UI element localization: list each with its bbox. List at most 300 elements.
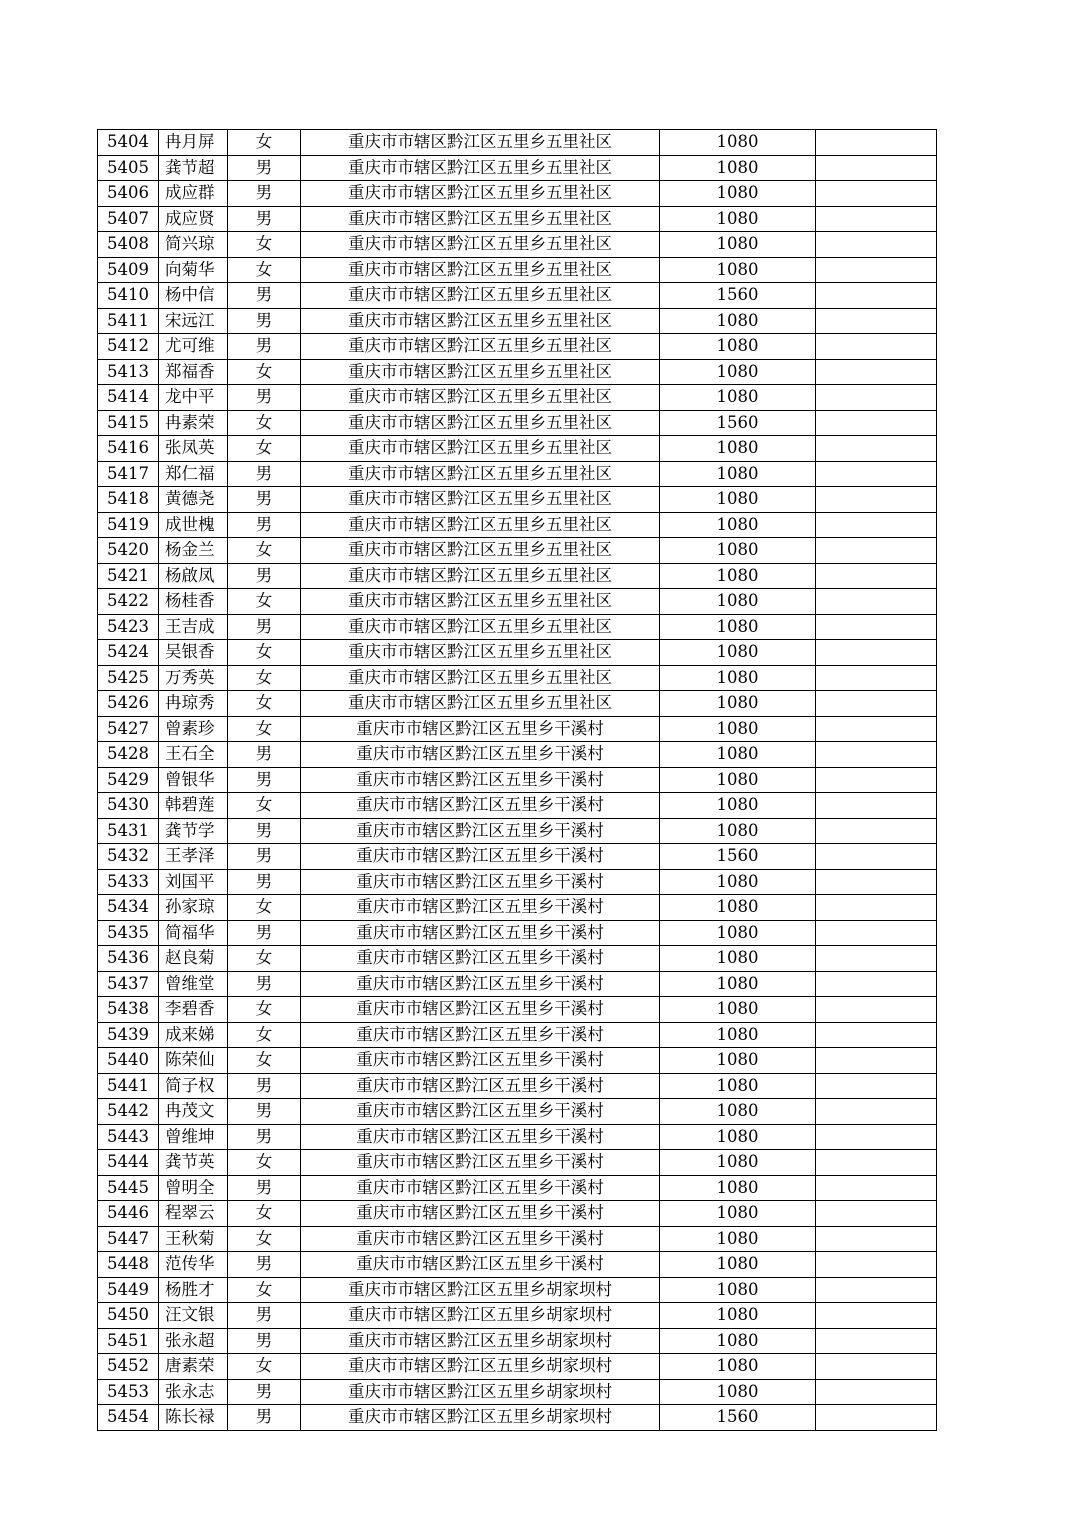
cell-note	[816, 436, 937, 462]
cell-name: 王吉成	[159, 614, 228, 640]
cell-note	[816, 1354, 937, 1380]
table-row	[98, 232, 937, 258]
cell-gender: 女	[228, 691, 301, 717]
cell-note	[816, 308, 937, 334]
cell-address: 重庆市市辖区黔江区五里乡五里社区	[301, 614, 660, 640]
cell-amount: 1080	[660, 1022, 816, 1048]
cell-gender: 男	[228, 1124, 301, 1150]
cell-id: 5441	[98, 1073, 159, 1099]
cell-id: 5408	[98, 232, 159, 258]
cell-name: 成应贤	[159, 206, 228, 232]
cell-address: 重庆市市辖区黔江区五里乡干溪村	[301, 920, 660, 946]
cell-address: 重庆市市辖区黔江区五里乡干溪村	[301, 1175, 660, 1201]
cell-note	[816, 1303, 937, 1329]
cell-address: 重庆市市辖区黔江区五里乡五里社区	[301, 155, 660, 181]
table-row	[98, 997, 937, 1023]
cell-gender: 男	[228, 283, 301, 309]
cell-name: 王孝泽	[159, 844, 228, 870]
cell-gender: 女	[228, 1277, 301, 1303]
cell-gender: 男	[228, 971, 301, 997]
cell-id: 5448	[98, 1252, 159, 1278]
cell-address: 重庆市市辖区黔江区五里乡五里社区	[301, 461, 660, 487]
cell-note	[816, 818, 937, 844]
cell-id: 5418	[98, 487, 159, 513]
cell-gender: 女	[228, 640, 301, 666]
table-row	[98, 946, 937, 972]
cell-address: 重庆市市辖区黔江区五里乡干溪村	[301, 818, 660, 844]
table-row	[98, 691, 937, 717]
cell-amount: 1080	[660, 206, 816, 232]
table-row	[98, 716, 937, 742]
cell-name: 陈长禄	[159, 1405, 228, 1431]
cell-gender: 男	[228, 461, 301, 487]
cell-amount: 1080	[660, 1150, 816, 1176]
cell-gender: 男	[228, 1252, 301, 1278]
cell-name: 成来娣	[159, 1022, 228, 1048]
cell-note	[816, 742, 937, 768]
cell-gender: 男	[228, 1328, 301, 1354]
table-row	[98, 1379, 937, 1405]
cell-amount: 1080	[660, 1201, 816, 1227]
cell-amount: 1080	[660, 563, 816, 589]
cell-address: 重庆市市辖区黔江区五里乡五里社区	[301, 487, 660, 513]
cell-name: 成世槐	[159, 512, 228, 538]
cell-amount: 1080	[660, 1175, 816, 1201]
cell-id: 5422	[98, 589, 159, 615]
cell-amount: 1080	[660, 691, 816, 717]
cell-id: 5420	[98, 538, 159, 564]
cell-gender: 女	[228, 895, 301, 921]
cell-address: 重庆市市辖区黔江区五里乡五里社区	[301, 359, 660, 385]
cell-gender: 男	[228, 1073, 301, 1099]
table-row	[98, 130, 937, 156]
cell-amount: 1080	[660, 512, 816, 538]
cell-note	[816, 614, 937, 640]
cell-amount: 1080	[660, 997, 816, 1023]
cell-name: 万秀英	[159, 665, 228, 691]
cell-amount: 1560	[660, 1405, 816, 1431]
cell-name: 向菊华	[159, 257, 228, 283]
cell-note	[816, 589, 937, 615]
table-row	[98, 206, 937, 232]
table-row	[98, 1099, 937, 1125]
cell-note	[816, 844, 937, 870]
cell-amount: 1080	[660, 1303, 816, 1329]
cell-id: 5453	[98, 1379, 159, 1405]
cell-name: 张永志	[159, 1379, 228, 1405]
table-row	[98, 1022, 937, 1048]
table-row	[98, 1252, 937, 1278]
cell-amount: 1080	[660, 640, 816, 666]
table-body	[98, 130, 937, 1431]
cell-gender: 女	[228, 130, 301, 156]
cell-amount: 1080	[660, 487, 816, 513]
cell-gender: 女	[228, 716, 301, 742]
table-row	[98, 155, 937, 181]
cell-gender: 男	[228, 155, 301, 181]
cell-amount: 1560	[660, 410, 816, 436]
cell-amount: 1080	[660, 869, 816, 895]
cell-note	[816, 359, 937, 385]
table-row	[98, 614, 937, 640]
cell-note	[816, 691, 937, 717]
cell-name: 曾维堂	[159, 971, 228, 997]
cell-address: 重庆市市辖区黔江区五里乡干溪村	[301, 767, 660, 793]
cell-address: 重庆市市辖区黔江区五里乡五里社区	[301, 232, 660, 258]
cell-amount: 1080	[660, 1277, 816, 1303]
cell-address: 重庆市市辖区黔江区五里乡干溪村	[301, 1099, 660, 1125]
cell-note	[816, 257, 937, 283]
cell-name: 宋远江	[159, 308, 228, 334]
cell-id: 5425	[98, 665, 159, 691]
cell-address: 重庆市市辖区黔江区五里乡胡家坝村	[301, 1303, 660, 1329]
cell-name: 陈荣仙	[159, 1048, 228, 1074]
cell-amount: 1080	[660, 793, 816, 819]
cell-amount: 1080	[660, 1048, 816, 1074]
table-row	[98, 410, 937, 436]
table-row	[98, 1073, 937, 1099]
cell-id: 5427	[98, 716, 159, 742]
cell-name: 程翠云	[159, 1201, 228, 1227]
cell-id: 5454	[98, 1405, 159, 1431]
cell-gender: 男	[228, 206, 301, 232]
cell-address: 重庆市市辖区黔江区五里乡干溪村	[301, 895, 660, 921]
cell-id: 5406	[98, 181, 159, 207]
cell-id: 5438	[98, 997, 159, 1023]
cell-note	[816, 1201, 937, 1227]
cell-amount: 1080	[660, 232, 816, 258]
table-row	[98, 538, 937, 564]
cell-address: 重庆市市辖区黔江区五里乡五里社区	[301, 512, 660, 538]
table-row	[98, 512, 937, 538]
cell-id: 5404	[98, 130, 159, 156]
cell-name: 冉月屏	[159, 130, 228, 156]
cell-amount: 1080	[660, 818, 816, 844]
cell-name: 杨中信	[159, 283, 228, 309]
cell-note	[816, 512, 937, 538]
cell-name: 简子权	[159, 1073, 228, 1099]
cell-address: 重庆市市辖区黔江区五里乡胡家坝村	[301, 1354, 660, 1380]
cell-name: 韩碧莲	[159, 793, 228, 819]
cell-gender: 女	[228, 1226, 301, 1252]
cell-id: 5426	[98, 691, 159, 717]
cell-id: 5430	[98, 793, 159, 819]
cell-amount: 1080	[660, 385, 816, 411]
cell-note	[816, 206, 937, 232]
cell-name: 龚节学	[159, 818, 228, 844]
cell-note	[816, 232, 937, 258]
cell-id: 5449	[98, 1277, 159, 1303]
cell-gender: 女	[228, 538, 301, 564]
cell-name: 曾银华	[159, 767, 228, 793]
cell-address: 重庆市市辖区黔江区五里乡干溪村	[301, 1252, 660, 1278]
cell-gender: 男	[228, 308, 301, 334]
cell-note	[816, 385, 937, 411]
cell-address: 重庆市市辖区黔江区五里乡干溪村	[301, 1048, 660, 1074]
cell-address: 重庆市市辖区黔江区五里乡胡家坝村	[301, 1277, 660, 1303]
cell-gender: 女	[228, 589, 301, 615]
cell-address: 重庆市市辖区黔江区五里乡五里社区	[301, 589, 660, 615]
cell-amount: 1080	[660, 895, 816, 921]
cell-name: 杨胜才	[159, 1277, 228, 1303]
cell-gender: 男	[228, 1405, 301, 1431]
cell-id: 5415	[98, 410, 159, 436]
table-row	[98, 283, 937, 309]
cell-note	[816, 283, 937, 309]
cell-gender: 男	[228, 869, 301, 895]
cell-amount: 1080	[660, 920, 816, 946]
cell-address: 重庆市市辖区黔江区五里乡五里社区	[301, 308, 660, 334]
cell-address: 重庆市市辖区黔江区五里乡胡家坝村	[301, 1328, 660, 1354]
table-row	[98, 844, 937, 870]
cell-name: 成应群	[159, 181, 228, 207]
cell-amount: 1080	[660, 971, 816, 997]
cell-name: 郑福香	[159, 359, 228, 385]
cell-address: 重庆市市辖区黔江区五里乡干溪村	[301, 971, 660, 997]
cell-address: 重庆市市辖区黔江区五里乡五里社区	[301, 206, 660, 232]
cell-gender: 男	[228, 1379, 301, 1405]
cell-amount: 1080	[660, 1226, 816, 1252]
cell-address: 重庆市市辖区黔江区五里乡干溪村	[301, 1150, 660, 1176]
cell-amount: 1080	[660, 1252, 816, 1278]
cell-name: 王石全	[159, 742, 228, 768]
cell-note	[816, 1405, 937, 1431]
cell-address: 重庆市市辖区黔江区五里乡干溪村	[301, 1226, 660, 1252]
cell-gender: 女	[228, 1048, 301, 1074]
cell-note	[816, 1226, 937, 1252]
cell-gender: 男	[228, 512, 301, 538]
subsidy-table	[97, 129, 937, 1431]
cell-gender: 男	[228, 844, 301, 870]
cell-gender: 女	[228, 410, 301, 436]
table-row	[98, 1328, 937, 1354]
cell-gender: 女	[228, 257, 301, 283]
cell-name: 曾维坤	[159, 1124, 228, 1150]
cell-id: 5452	[98, 1354, 159, 1380]
cell-address: 重庆市市辖区黔江区五里乡五里社区	[301, 410, 660, 436]
cell-note	[816, 997, 937, 1023]
table-row	[98, 461, 937, 487]
cell-name: 龙中平	[159, 385, 228, 411]
cell-gender: 男	[228, 385, 301, 411]
cell-note	[816, 538, 937, 564]
cell-name: 汪文银	[159, 1303, 228, 1329]
cell-gender: 女	[228, 359, 301, 385]
cell-name: 吴银香	[159, 640, 228, 666]
cell-id: 5450	[98, 1303, 159, 1329]
table-row	[98, 640, 937, 666]
cell-id: 5411	[98, 308, 159, 334]
cell-amount: 1080	[660, 742, 816, 768]
cell-id: 5428	[98, 742, 159, 768]
cell-note	[816, 1328, 937, 1354]
cell-name: 简福华	[159, 920, 228, 946]
cell-address: 重庆市市辖区黔江区五里乡五里社区	[301, 181, 660, 207]
cell-note	[816, 767, 937, 793]
cell-note	[816, 461, 937, 487]
cell-id: 5437	[98, 971, 159, 997]
table-row	[98, 1150, 937, 1176]
cell-gender: 女	[228, 1150, 301, 1176]
table-row	[98, 793, 937, 819]
table-row	[98, 665, 937, 691]
cell-gender: 男	[228, 1099, 301, 1125]
cell-name: 唐素荣	[159, 1354, 228, 1380]
cell-amount: 1080	[660, 130, 816, 156]
table-row	[98, 869, 937, 895]
cell-name: 龚节超	[159, 155, 228, 181]
cell-note	[816, 971, 937, 997]
cell-amount: 1080	[660, 359, 816, 385]
cell-amount: 1080	[660, 1328, 816, 1354]
cell-address: 重庆市市辖区黔江区五里乡干溪村	[301, 997, 660, 1023]
cell-amount: 1080	[660, 1073, 816, 1099]
cell-id: 5431	[98, 818, 159, 844]
cell-name: 杨桂香	[159, 589, 228, 615]
cell-note	[816, 716, 937, 742]
cell-note	[816, 130, 937, 156]
cell-note	[816, 1048, 937, 1074]
cell-amount: 1080	[660, 1099, 816, 1125]
cell-amount: 1080	[660, 589, 816, 615]
cell-note	[816, 334, 937, 360]
table-row	[98, 308, 937, 334]
table-row	[98, 920, 937, 946]
cell-note	[816, 895, 937, 921]
cell-id: 5447	[98, 1226, 159, 1252]
cell-id: 5444	[98, 1150, 159, 1176]
cell-amount: 1080	[660, 334, 816, 360]
cell-name: 曾明全	[159, 1175, 228, 1201]
cell-note	[816, 1073, 937, 1099]
cell-amount: 1560	[660, 844, 816, 870]
cell-id: 5432	[98, 844, 159, 870]
cell-address: 重庆市市辖区黔江区五里乡五里社区	[301, 436, 660, 462]
cell-id: 5416	[98, 436, 159, 462]
cell-id: 5442	[98, 1099, 159, 1125]
table-row	[98, 1201, 937, 1227]
cell-amount: 1080	[660, 181, 816, 207]
cell-id: 5424	[98, 640, 159, 666]
cell-gender: 男	[228, 181, 301, 207]
cell-address: 重庆市市辖区黔江区五里乡五里社区	[301, 257, 660, 283]
cell-address: 重庆市市辖区黔江区五里乡干溪村	[301, 742, 660, 768]
cell-address: 重庆市市辖区黔江区五里乡干溪村	[301, 1124, 660, 1150]
cell-note	[816, 181, 937, 207]
cell-amount: 1080	[660, 767, 816, 793]
cell-name: 孙家琼	[159, 895, 228, 921]
cell-gender: 女	[228, 232, 301, 258]
cell-gender: 男	[228, 487, 301, 513]
cell-note	[816, 920, 937, 946]
cell-gender: 女	[228, 665, 301, 691]
cell-name: 张凤英	[159, 436, 228, 462]
cell-note	[816, 640, 937, 666]
cell-gender: 女	[228, 1354, 301, 1380]
cell-name: 杨金兰	[159, 538, 228, 564]
table-row	[98, 334, 937, 360]
cell-id: 5439	[98, 1022, 159, 1048]
cell-address: 重庆市市辖区黔江区五里乡干溪村	[301, 716, 660, 742]
cell-gender: 男	[228, 1175, 301, 1201]
cell-note	[816, 155, 937, 181]
table-row	[98, 1354, 937, 1380]
cell-note	[816, 563, 937, 589]
cell-id: 5423	[98, 614, 159, 640]
cell-amount: 1080	[660, 461, 816, 487]
cell-name: 尤可维	[159, 334, 228, 360]
cell-address: 重庆市市辖区黔江区五里乡干溪村	[301, 869, 660, 895]
cell-gender: 女	[228, 997, 301, 1023]
cell-id: 5443	[98, 1124, 159, 1150]
table-row	[98, 1175, 937, 1201]
table-row	[98, 436, 937, 462]
cell-name: 王秋菊	[159, 1226, 228, 1252]
cell-gender: 男	[228, 818, 301, 844]
cell-gender: 男	[228, 1303, 301, 1329]
table-row	[98, 1303, 937, 1329]
cell-amount: 1080	[660, 1354, 816, 1380]
table-row	[98, 1277, 937, 1303]
cell-note	[816, 1150, 937, 1176]
cell-gender: 男	[228, 920, 301, 946]
cell-name: 冉茂文	[159, 1099, 228, 1125]
cell-address: 重庆市市辖区黔江区五里乡五里社区	[301, 385, 660, 411]
cell-name: 冉素荣	[159, 410, 228, 436]
cell-address: 重庆市市辖区黔江区五里乡五里社区	[301, 334, 660, 360]
cell-name: 冉琼秀	[159, 691, 228, 717]
cell-address: 重庆市市辖区黔江区五里乡干溪村	[301, 844, 660, 870]
cell-address: 重庆市市辖区黔江区五里乡五里社区	[301, 665, 660, 691]
cell-name: 黄德尧	[159, 487, 228, 513]
cell-name: 范传华	[159, 1252, 228, 1278]
cell-address: 重庆市市辖区黔江区五里乡五里社区	[301, 640, 660, 666]
cell-note	[816, 1175, 937, 1201]
cell-amount: 1080	[660, 716, 816, 742]
cell-name: 杨啟凤	[159, 563, 228, 589]
table-row	[98, 742, 937, 768]
cell-note	[816, 487, 937, 513]
cell-address: 重庆市市辖区黔江区五里乡五里社区	[301, 283, 660, 309]
cell-note	[816, 1124, 937, 1150]
cell-amount: 1080	[660, 1124, 816, 1150]
cell-amount: 1080	[660, 665, 816, 691]
cell-note	[816, 946, 937, 972]
cell-id: 5451	[98, 1328, 159, 1354]
cell-amount: 1080	[660, 308, 816, 334]
cell-gender: 男	[228, 767, 301, 793]
cell-amount: 1080	[660, 1379, 816, 1405]
cell-name: 张永超	[159, 1328, 228, 1354]
cell-id: 5419	[98, 512, 159, 538]
cell-amount: 1080	[660, 614, 816, 640]
cell-id: 5440	[98, 1048, 159, 1074]
cell-gender: 男	[228, 334, 301, 360]
cell-id: 5417	[98, 461, 159, 487]
cell-gender: 女	[228, 1022, 301, 1048]
cell-id: 5436	[98, 946, 159, 972]
table-row	[98, 487, 937, 513]
cell-gender: 男	[228, 563, 301, 589]
cell-address: 重庆市市辖区黔江区五里乡五里社区	[301, 691, 660, 717]
cell-amount: 1080	[660, 155, 816, 181]
table-row	[98, 1048, 937, 1074]
cell-amount: 1080	[660, 257, 816, 283]
table-row	[98, 181, 937, 207]
table-row	[98, 1124, 937, 1150]
cell-id: 5413	[98, 359, 159, 385]
cell-note	[816, 1379, 937, 1405]
